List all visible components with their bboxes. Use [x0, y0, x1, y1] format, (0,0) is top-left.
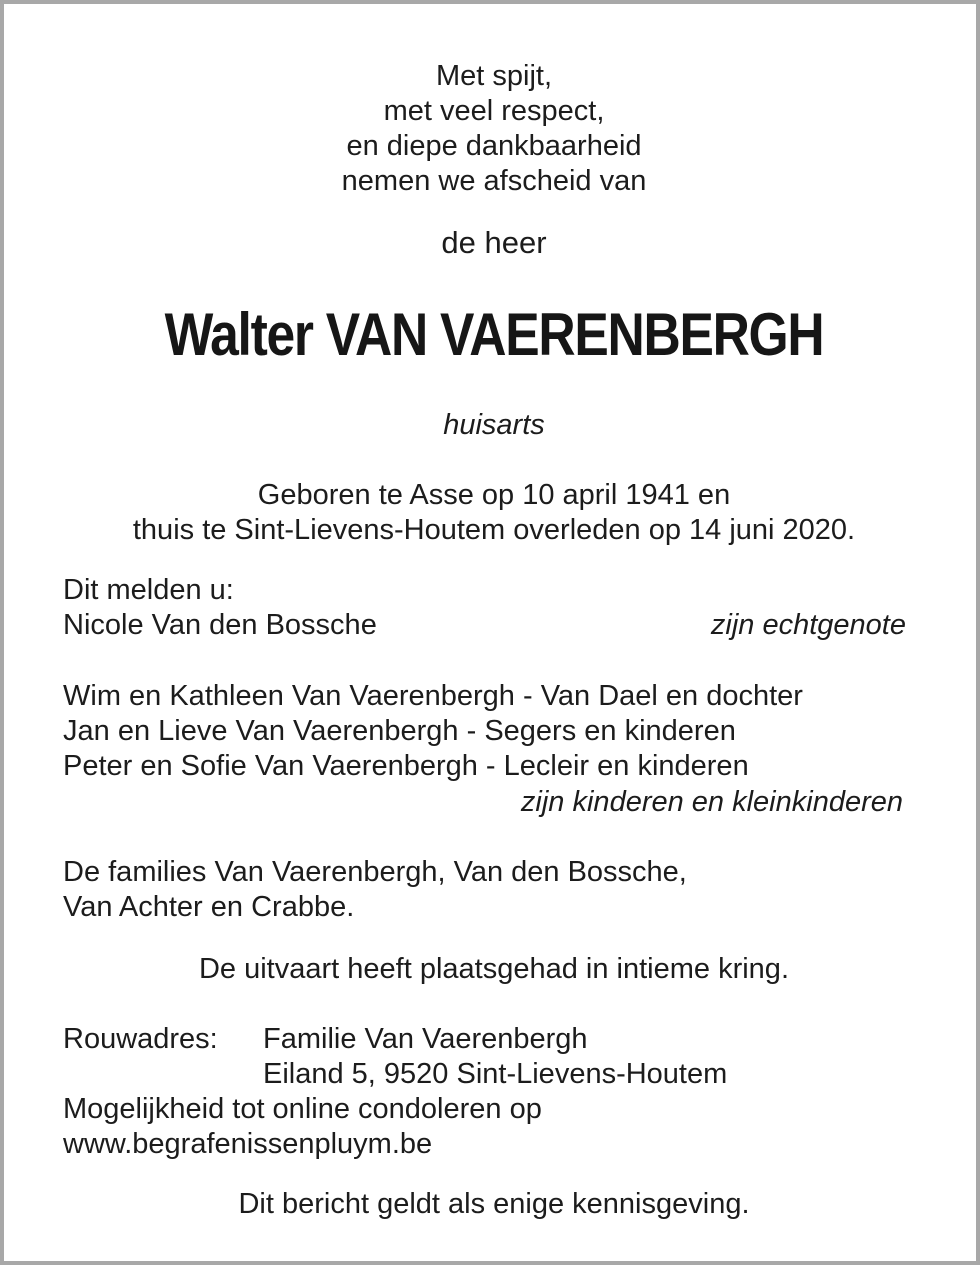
families-line-2: Van Achter en Crabbe. — [63, 891, 355, 923]
funeral-note: De uitvaart heeft plaatsgehad in intieme kring. — [198, 953, 789, 985]
spouse-relation: zijn echtgenote — [710, 609, 906, 641]
children-relation: zijn kinderen en kleinkinderen — [520, 786, 903, 818]
families-line-1: De families Van Vaerenbergh, Van den Bossche, — [63, 856, 687, 888]
spouse-name: Nicole Van den Bossche — [63, 609, 377, 641]
child-line-3: Peter en Sofie Van Vaerenbergh - Lecleir en kinderen — [63, 750, 749, 782]
intro-line-3: en diepe dankbaarheid — [346, 130, 642, 162]
intro-line-2: met veel respect, — [383, 95, 605, 127]
address-label: Rouwadres: — [63, 1023, 218, 1055]
closing-note: Dit bericht geldt als enige kennisgeving. — [238, 1188, 750, 1220]
intro-line-1: Met spijt, — [435, 60, 553, 92]
address-line-1: Familie Van Vaerenbergh — [263, 1023, 588, 1055]
profession: huisarts — [443, 409, 545, 441]
deceased-name: Walter VAN VAERENBERGH — [164, 301, 824, 368]
announcers-heading: Dit melden u: — [63, 574, 234, 606]
condolence-url[interactable]: www.begrafenissenpluym.be — [63, 1128, 433, 1160]
child-line-2: Jan en Lieve Van Vaerenbergh - Segers en kinderen — [63, 715, 736, 747]
intro-line-4: nemen we afscheid van — [341, 165, 647, 197]
birth-line: Geboren te Asse op 10 april 1941 en — [257, 479, 731, 511]
online-condolence: Mogelijkheid tot online condoleren op — [63, 1093, 542, 1125]
child-line-1: Wim en Kathleen Van Vaerenbergh - Van Dael en dochter — [63, 680, 803, 712]
address-line-2: Eiland 5, 9520 Sint-Lievens-Houtem — [263, 1058, 728, 1090]
death-line: thuis te Sint-Lievens-Houtem overleden op 14 juni 2020. — [132, 514, 856, 546]
title-prefix: de heer — [441, 225, 547, 260]
